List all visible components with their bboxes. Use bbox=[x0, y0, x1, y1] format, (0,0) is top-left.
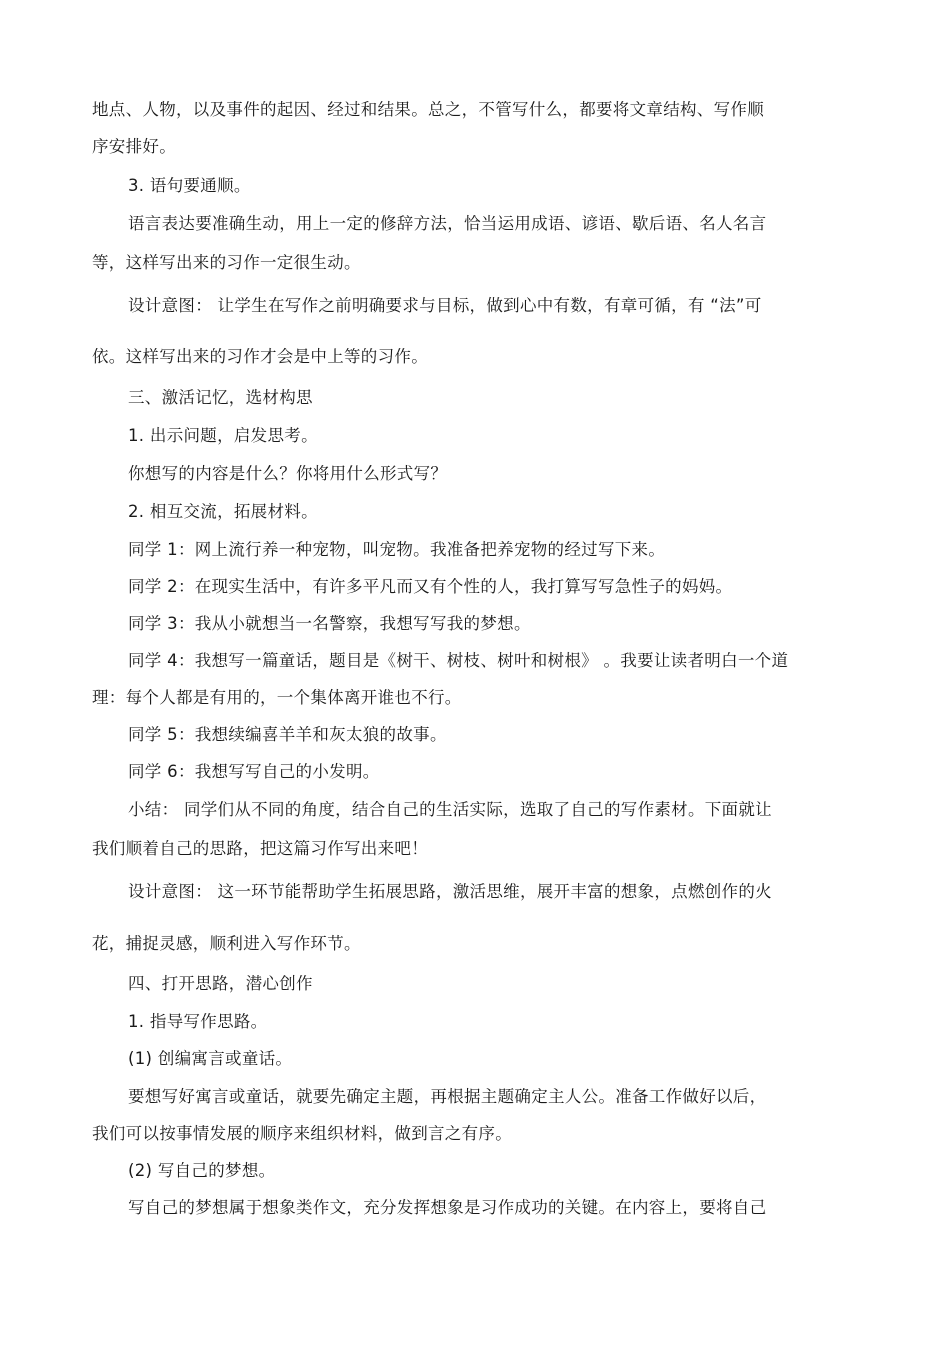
paragraph-line: 地点、人物，以及事件的起因、经过和结果。总之，不管写什么，都要将文章结构、写作顺 bbox=[92, 100, 764, 119]
list-item: (2) 写自己的梦想。 bbox=[128, 1161, 276, 1180]
paragraph-line: 写自己的梦想属于想象类作文，充分发挥想象是习作成功的关键。在内容上，要将自己 bbox=[128, 1198, 767, 1217]
paragraph-line: 你想写的内容是什么？你将用什么形式写？ bbox=[128, 464, 448, 483]
list-item: 1. 出示问题，启发思考。 bbox=[128, 426, 318, 445]
design-intent-line: 依。这样写出来的习作才会是中上等的习作。 bbox=[92, 347, 428, 366]
design-intent-line: 设计意图： 这一环节能帮助学生拓展思路，激活思维，展开丰富的想象，点燃创作的火 bbox=[128, 882, 772, 901]
design-intent-line: 花，捕捉灵感，顺利进入写作环节。 bbox=[92, 934, 361, 953]
design-intent-line: 设计意图： 让学生在写作之前明确要求与目标，做到心中有数，有章可循，有 “法”可 bbox=[128, 296, 762, 315]
summary-line: 小结： 同学们从不同的角度，结合自己的生活实际，选取了自己的写作素材。下面就让 bbox=[128, 800, 772, 819]
student-line: 同学 2：在现实生活中，有许多平凡而又有个性的人，我打算写写急性子的妈妈。 bbox=[128, 577, 733, 596]
list-item: 1. 指导写作思路。 bbox=[128, 1012, 268, 1031]
summary-line: 我们顺着自己的思路，把这篇习作写出来吧！ bbox=[92, 839, 428, 858]
student-line: 同学 5：我想续编喜羊羊和灰太狼的故事。 bbox=[128, 725, 447, 744]
section-heading: 三、激活记忆，选材构思 bbox=[128, 388, 313, 407]
paragraph-line: 我们可以按事情发展的顺序来组织材料，做到言之有序。 bbox=[92, 1124, 512, 1143]
student-line: 同学 6：我想写写自己的小发明。 bbox=[128, 762, 380, 781]
paragraph-line: 语言表达要准确生动，用上一定的修辞方法，恰当运用成语、谚语、歇后语、名人名言 bbox=[128, 214, 767, 233]
list-item: 3. 语句要通顺。 bbox=[128, 176, 251, 195]
student-line: 同学 1：网上流行养一种宠物，叫宠物。我准备把养宠物的经过写下来。 bbox=[128, 540, 666, 559]
list-item: (1) 创编寓言或童话。 bbox=[128, 1049, 293, 1068]
section-heading: 四、打开思路，潜心创作 bbox=[128, 974, 313, 993]
paragraph-line: 序安排好。 bbox=[92, 137, 176, 156]
paragraph-line: 等，这样写出来的习作一定很生动。 bbox=[92, 253, 361, 272]
student-line: 同学 4：我想写一篇童话，题目是《树干、树枝、树叶和树根》 。我要让读者明白一个道 bbox=[128, 651, 789, 670]
list-item: 2. 相互交流，拓展材料。 bbox=[128, 502, 318, 521]
paragraph-line: 要想写好寓言或童话，就要先确定主题，再根据主题确定主人公。准备工作做好以后， bbox=[128, 1087, 767, 1106]
student-line: 同学 3：我从小就想当一名警察，我想写写我的梦想。 bbox=[128, 614, 531, 633]
student-line: 理：每个人都是有用的，一个集体离开谁也不行。 bbox=[92, 688, 462, 707]
